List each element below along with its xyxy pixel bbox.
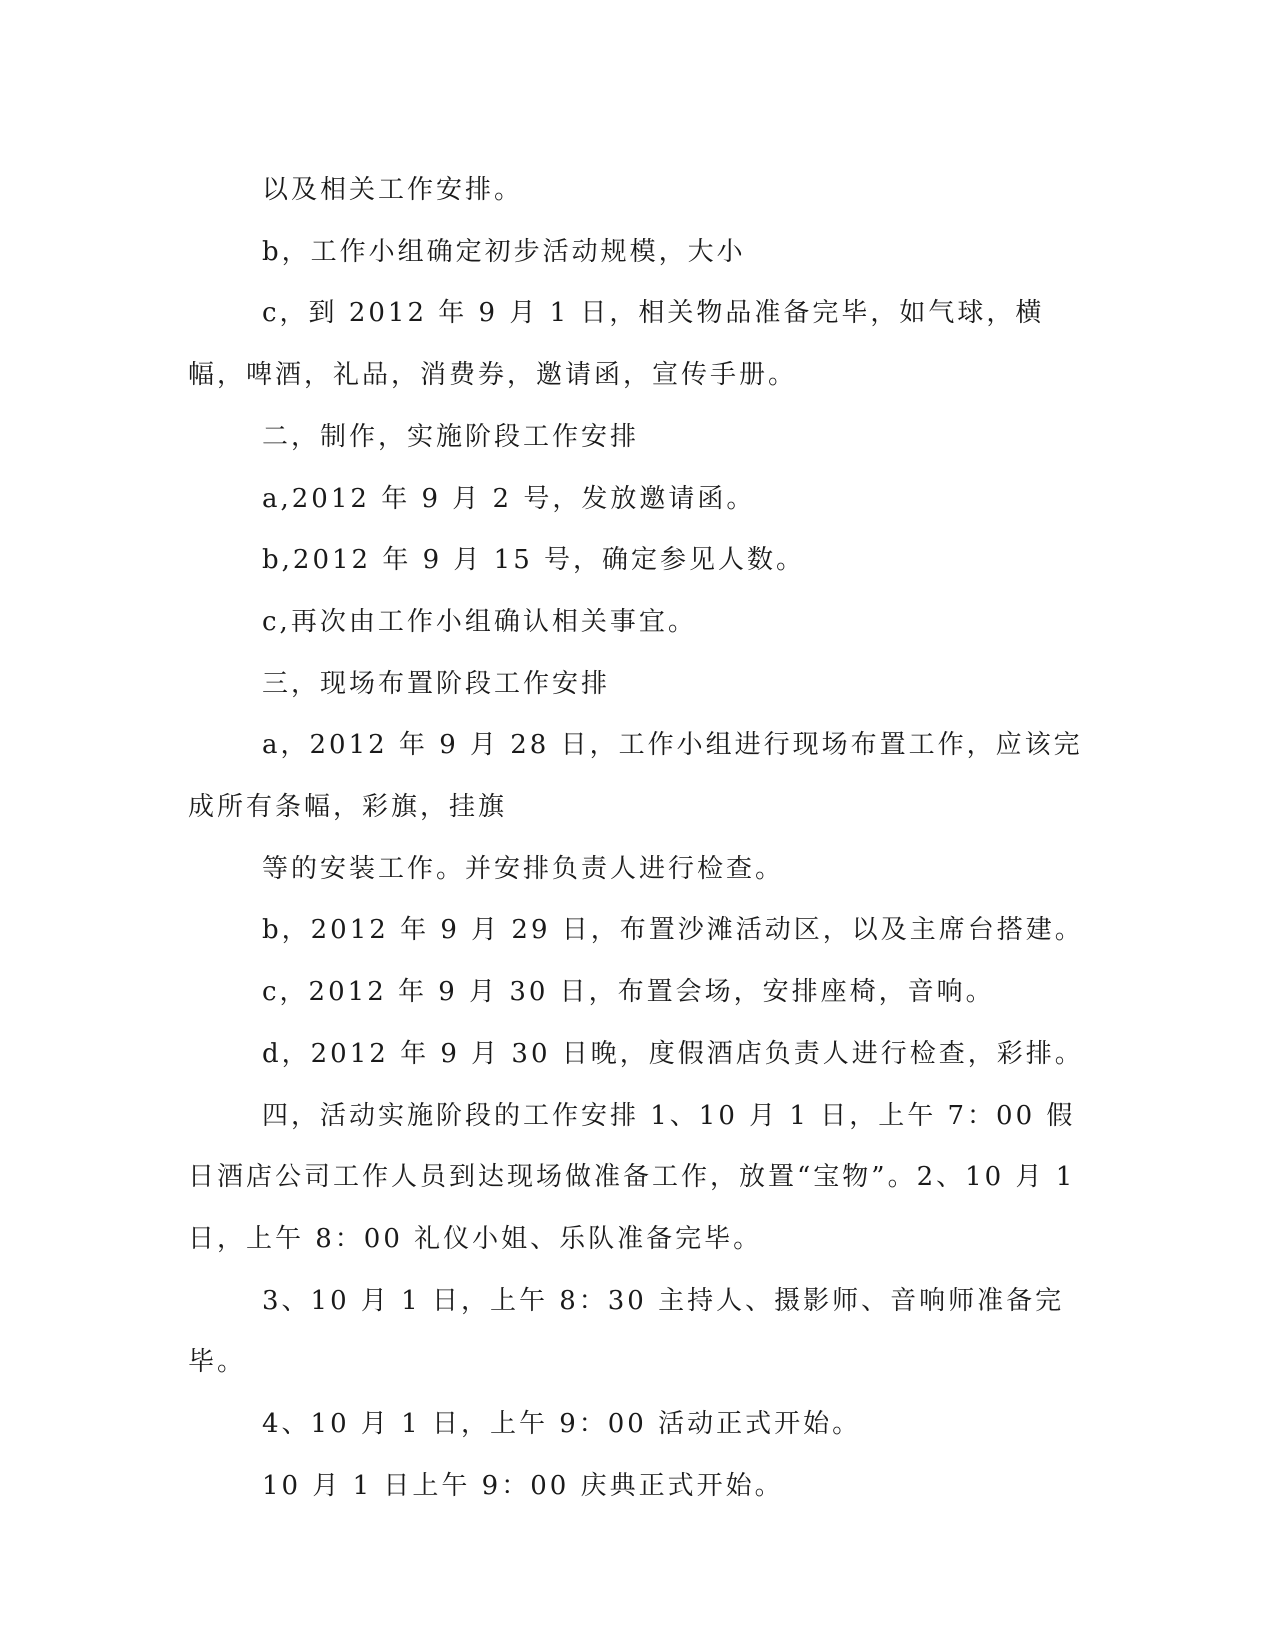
paragraph: 四，活动实施阶段的工作安排 1、10 月 1 日，上午 7：00 假日酒店公司工作人员到达现场做准备工作，放置“宝物”。2、10 月 1 日，上午 8：00 礼仪小姐、乐队准备完毕。	[188, 1100, 1076, 1254]
paragraph: c，2012 年 9 月 30 日，布置会场，安排座椅，音响。	[262, 977, 995, 1008]
document-body	[188, 160, 1088, 1517]
paragraph: b，工作小组确定初步活动规模，大小	[262, 236, 746, 267]
paragraph: 等的安装工作。并安排负责人进行检查。	[262, 853, 785, 884]
paragraph: d，2012 年 9 月 30 日晚，度假酒店负责人进行检查，彩排。	[262, 1038, 1084, 1069]
paragraph: a，2012 年 9 月 28 日，工作小组进行现场布置工作，应该完成所有条幅，彩旗，挂旗	[188, 730, 1083, 823]
paragraph: 二，制作，实施阶段工作安排	[262, 421, 640, 452]
paragraph: 三，现场布置阶段工作安排	[262, 668, 611, 699]
paragraph: c，到 2012 年 9 月 1 日，相关物品准备完毕，如气球，横幅，啤酒，礼品，消费券，邀请函，宣传手册。	[188, 298, 1045, 391]
paragraph: c,再次由工作小组确认相关事宜。	[262, 606, 697, 637]
paragraph: 3、10 月 1 日，上午 8：30 主持人、摄影师、音响师准备完毕。	[188, 1285, 1065, 1378]
paragraph: b,2012 年 9 月 15 号，确定参见人数。	[262, 545, 806, 576]
paragraph: b，2012 年 9 月 29 日，布置沙滩活动区，以及主席台搭建。	[262, 915, 1084, 946]
paragraph: 以及相关工作安排。	[262, 175, 524, 205]
paragraph: 4、10 月 1 日，上午 9：00 活动正式开始。	[262, 1409, 862, 1440]
paragraph: 10 月 1 日上午 9：00 庆典正式开始。	[262, 1470, 784, 1501]
paragraph: a,2012 年 9 月 2 号，发放邀请函。	[262, 483, 756, 514]
